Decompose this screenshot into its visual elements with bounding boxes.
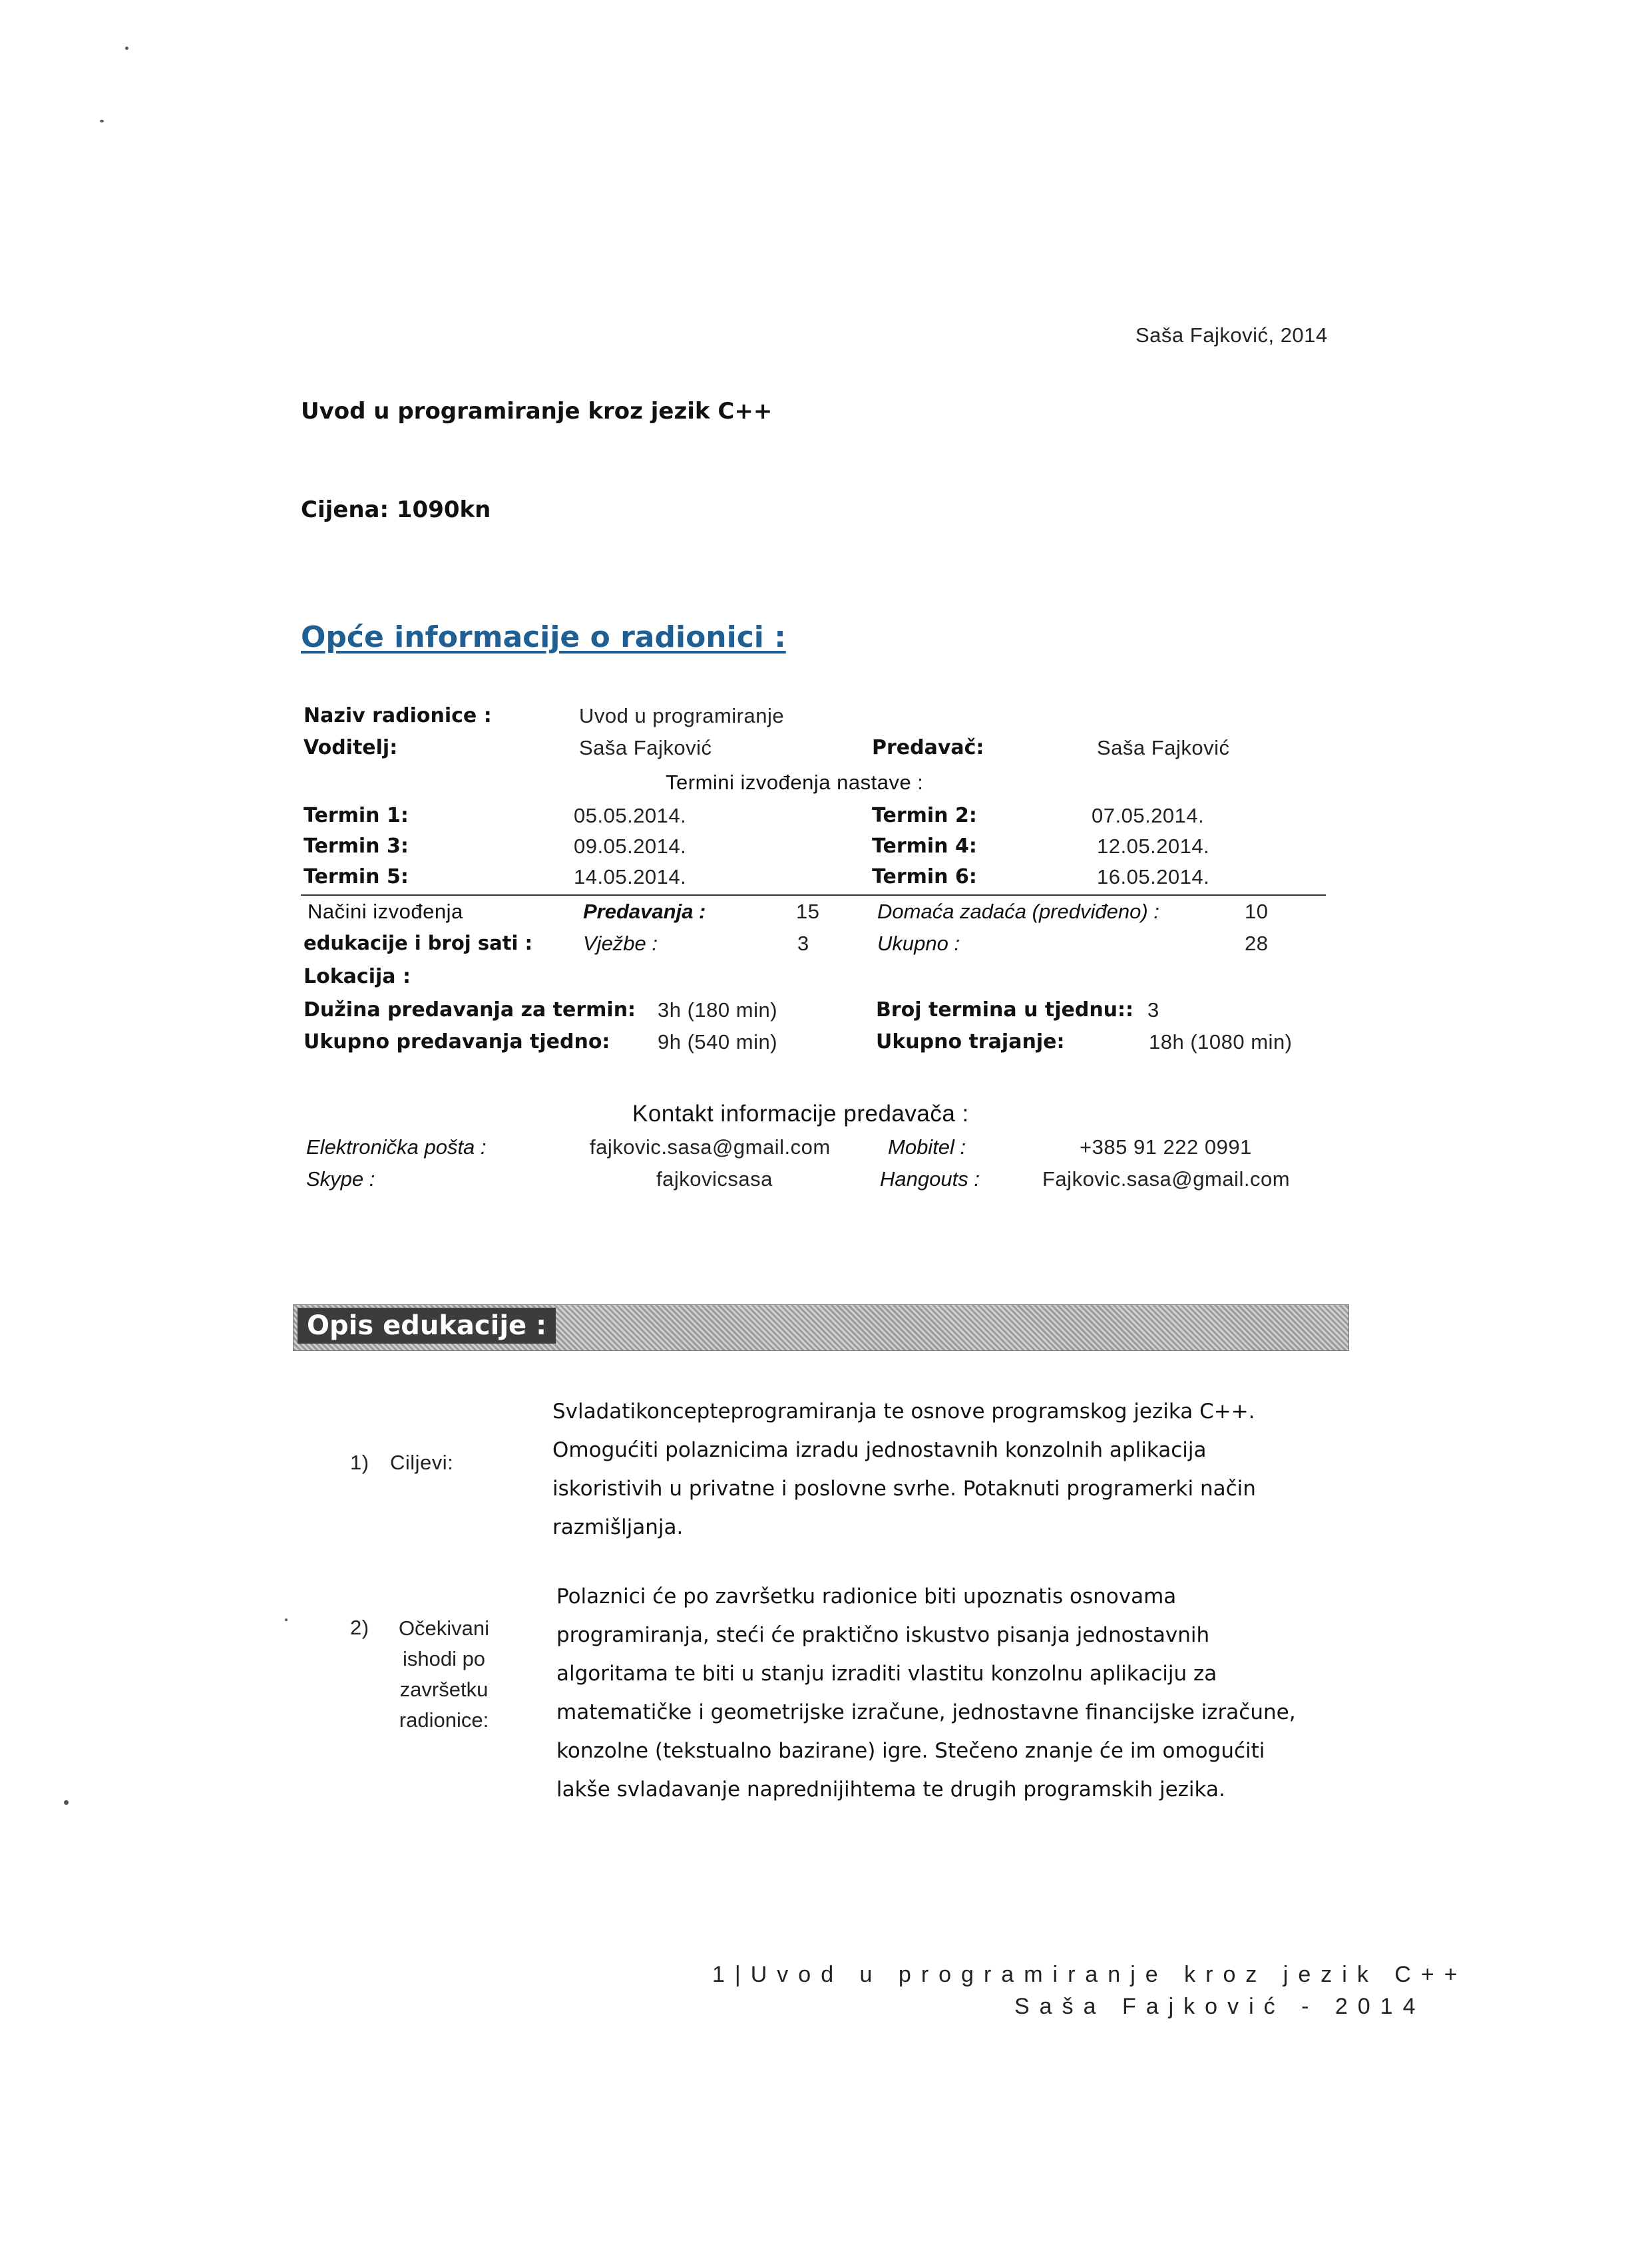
document-title: Uvod u programiranje kroz jezik C++	[301, 398, 773, 425]
footer-page-title: 1|Uvod u programiranje kroz jezik C++	[712, 1962, 1468, 1987]
outcomes-line: programiranja, steći će praktično iskustvo pisanja jednostavnih	[556, 1623, 1210, 1647]
mobile-value: +385 91 222 0991	[1080, 1135, 1252, 1159]
outcomes-label-line: završetku	[399, 1678, 489, 1701]
lectures-hours: 15	[796, 900, 820, 923]
terms-per-week-label: Broj termina u tjednu::	[876, 998, 1134, 1022]
exercises-hours: 3	[797, 932, 809, 955]
email-value: fajkovic.sasa@gmail.com	[590, 1135, 831, 1159]
exercises-label: Vježbe :	[583, 932, 658, 955]
outcomes-label-line: ishodi po	[402, 1647, 486, 1670]
total-hours: 28	[1245, 932, 1269, 955]
workshop-name-value: Uvod u programiranje	[579, 704, 785, 727]
author-year: Saša Fajković, 2014	[1135, 323, 1328, 347]
weekly-total-label: Ukupno predavanja tjedno:	[304, 1030, 610, 1053]
scan-speck	[64, 1800, 69, 1805]
outcomes-number: 2)	[350, 1616, 369, 1639]
lectures-label: Predavanja :	[583, 900, 706, 923]
outcomes-text	[556, 1577, 1296, 1809]
term-label: Termin 2:	[872, 804, 977, 827]
goals-line: razmišljanja.	[552, 1515, 684, 1539]
scan-speck	[100, 120, 104, 122]
total-label: Ukupno :	[877, 932, 960, 955]
goals-text	[552, 1392, 1256, 1547]
mobile-label: Mobitel :	[888, 1135, 966, 1159]
scan-speck	[285, 1618, 288, 1621]
outcomes-line: Polaznici će po završetku radionice biti upoznatis osnovama	[556, 1585, 1177, 1608]
scan-speck	[125, 47, 128, 50]
workshop-name-label: Naziv radionice :	[304, 704, 492, 727]
goals-line: Omogućiti polaznicima izradu jednostavnih konzolnih aplikacija	[552, 1438, 1207, 1462]
term-date: 12.05.2014.	[1097, 835, 1210, 858]
description-banner-label: Opis edukacije :	[298, 1308, 556, 1344]
goals-line: Svladatikonceptеprogramiranja te osnove programskog jezika C++.	[552, 1400, 1255, 1423]
outcomes-label-line: radionice:	[399, 1708, 489, 1732]
schedule-heading: Termini izvođenja nastave :	[666, 771, 924, 794]
term-label: Termin 5:	[304, 865, 409, 888]
homework-label: Domaća zadaća (predviđeno) :	[877, 900, 1159, 923]
total-duration-label: Ukupno trajanje:	[876, 1030, 1065, 1053]
term-date: 16.05.2014.	[1097, 865, 1210, 888]
table-divider	[301, 894, 1326, 896]
term-date: 05.05.2014.	[574, 804, 687, 827]
price: Cijena: 1090kn	[301, 496, 491, 523]
terms-per-week-value: 3	[1147, 998, 1159, 1022]
term-label: Termin 4:	[872, 835, 977, 858]
term-label: Termin 3:	[304, 835, 409, 858]
lecture-length-value: 3h (180 min)	[658, 998, 778, 1022]
lecture-length-label: Dužina predavanja za termin:	[304, 998, 636, 1022]
methods-label-line2: edukacije i broj sati :	[304, 932, 533, 954]
description-banner	[293, 1304, 1349, 1351]
outcomes-line: matematičke i geometrijske izračune, jednostavne financijske izračune,	[556, 1700, 1296, 1724]
outcomes-label-line: Očekivani	[398, 1616, 490, 1640]
leader-value: Saša Fajković	[579, 736, 712, 759]
total-duration-value: 18h (1080 min)	[1149, 1030, 1293, 1053]
goals-label: Ciljevi:	[390, 1451, 454, 1474]
homework-hours: 10	[1245, 900, 1269, 923]
hangouts-value: Fajkovic.sasa@gmail.com	[1042, 1167, 1291, 1191]
methods-label: Načini izvođenja	[308, 900, 463, 923]
term-date: 09.05.2014.	[574, 835, 687, 858]
weekly-total-value: 9h (540 min)	[658, 1030, 778, 1053]
skype-label: Skype :	[306, 1167, 375, 1191]
skype-value: fajkovicsasa	[656, 1167, 773, 1191]
term-date: 14.05.2014.	[574, 865, 687, 888]
goals-line: iskoristivih u privatne i poslovne svrhe. Potaknuti programerki način	[552, 1477, 1256, 1501]
term-label: Termin 6:	[872, 865, 977, 888]
leader-label: Voditelj:	[304, 736, 398, 759]
lecturer-value: Saša Fajković	[1097, 736, 1230, 759]
goals-number: 1)	[350, 1451, 369, 1474]
outcomes-line: algoritama te biti u stanju izraditi vlastitu konzolnu aplikaciju za	[556, 1662, 1217, 1686]
outcomes-line: lakše svladavanje naprednijihtema te drugih programskih jezika.	[556, 1778, 1225, 1801]
outcomes-line: konzolne (tekstualno bazirane) igre. Stečeno znanje će im omogućiti	[556, 1739, 1265, 1763]
term-date: 07.05.2014.	[1092, 804, 1205, 827]
location-label: Lokacija :	[304, 965, 411, 988]
lecturer-label: Predavač:	[872, 736, 984, 759]
hangouts-label: Hangouts :	[880, 1167, 980, 1191]
footer-author-year: Saša Fajković - 2014	[1014, 1994, 1426, 2019]
contact-heading: Kontakt informacije predavača :	[632, 1101, 969, 1127]
general-info-heading: Opće informacije o radionici :	[301, 620, 786, 654]
term-label: Termin 1:	[304, 804, 409, 827]
email-label: Elektronička pošta :	[306, 1135, 487, 1159]
outcomes-label	[385, 1613, 503, 1736]
